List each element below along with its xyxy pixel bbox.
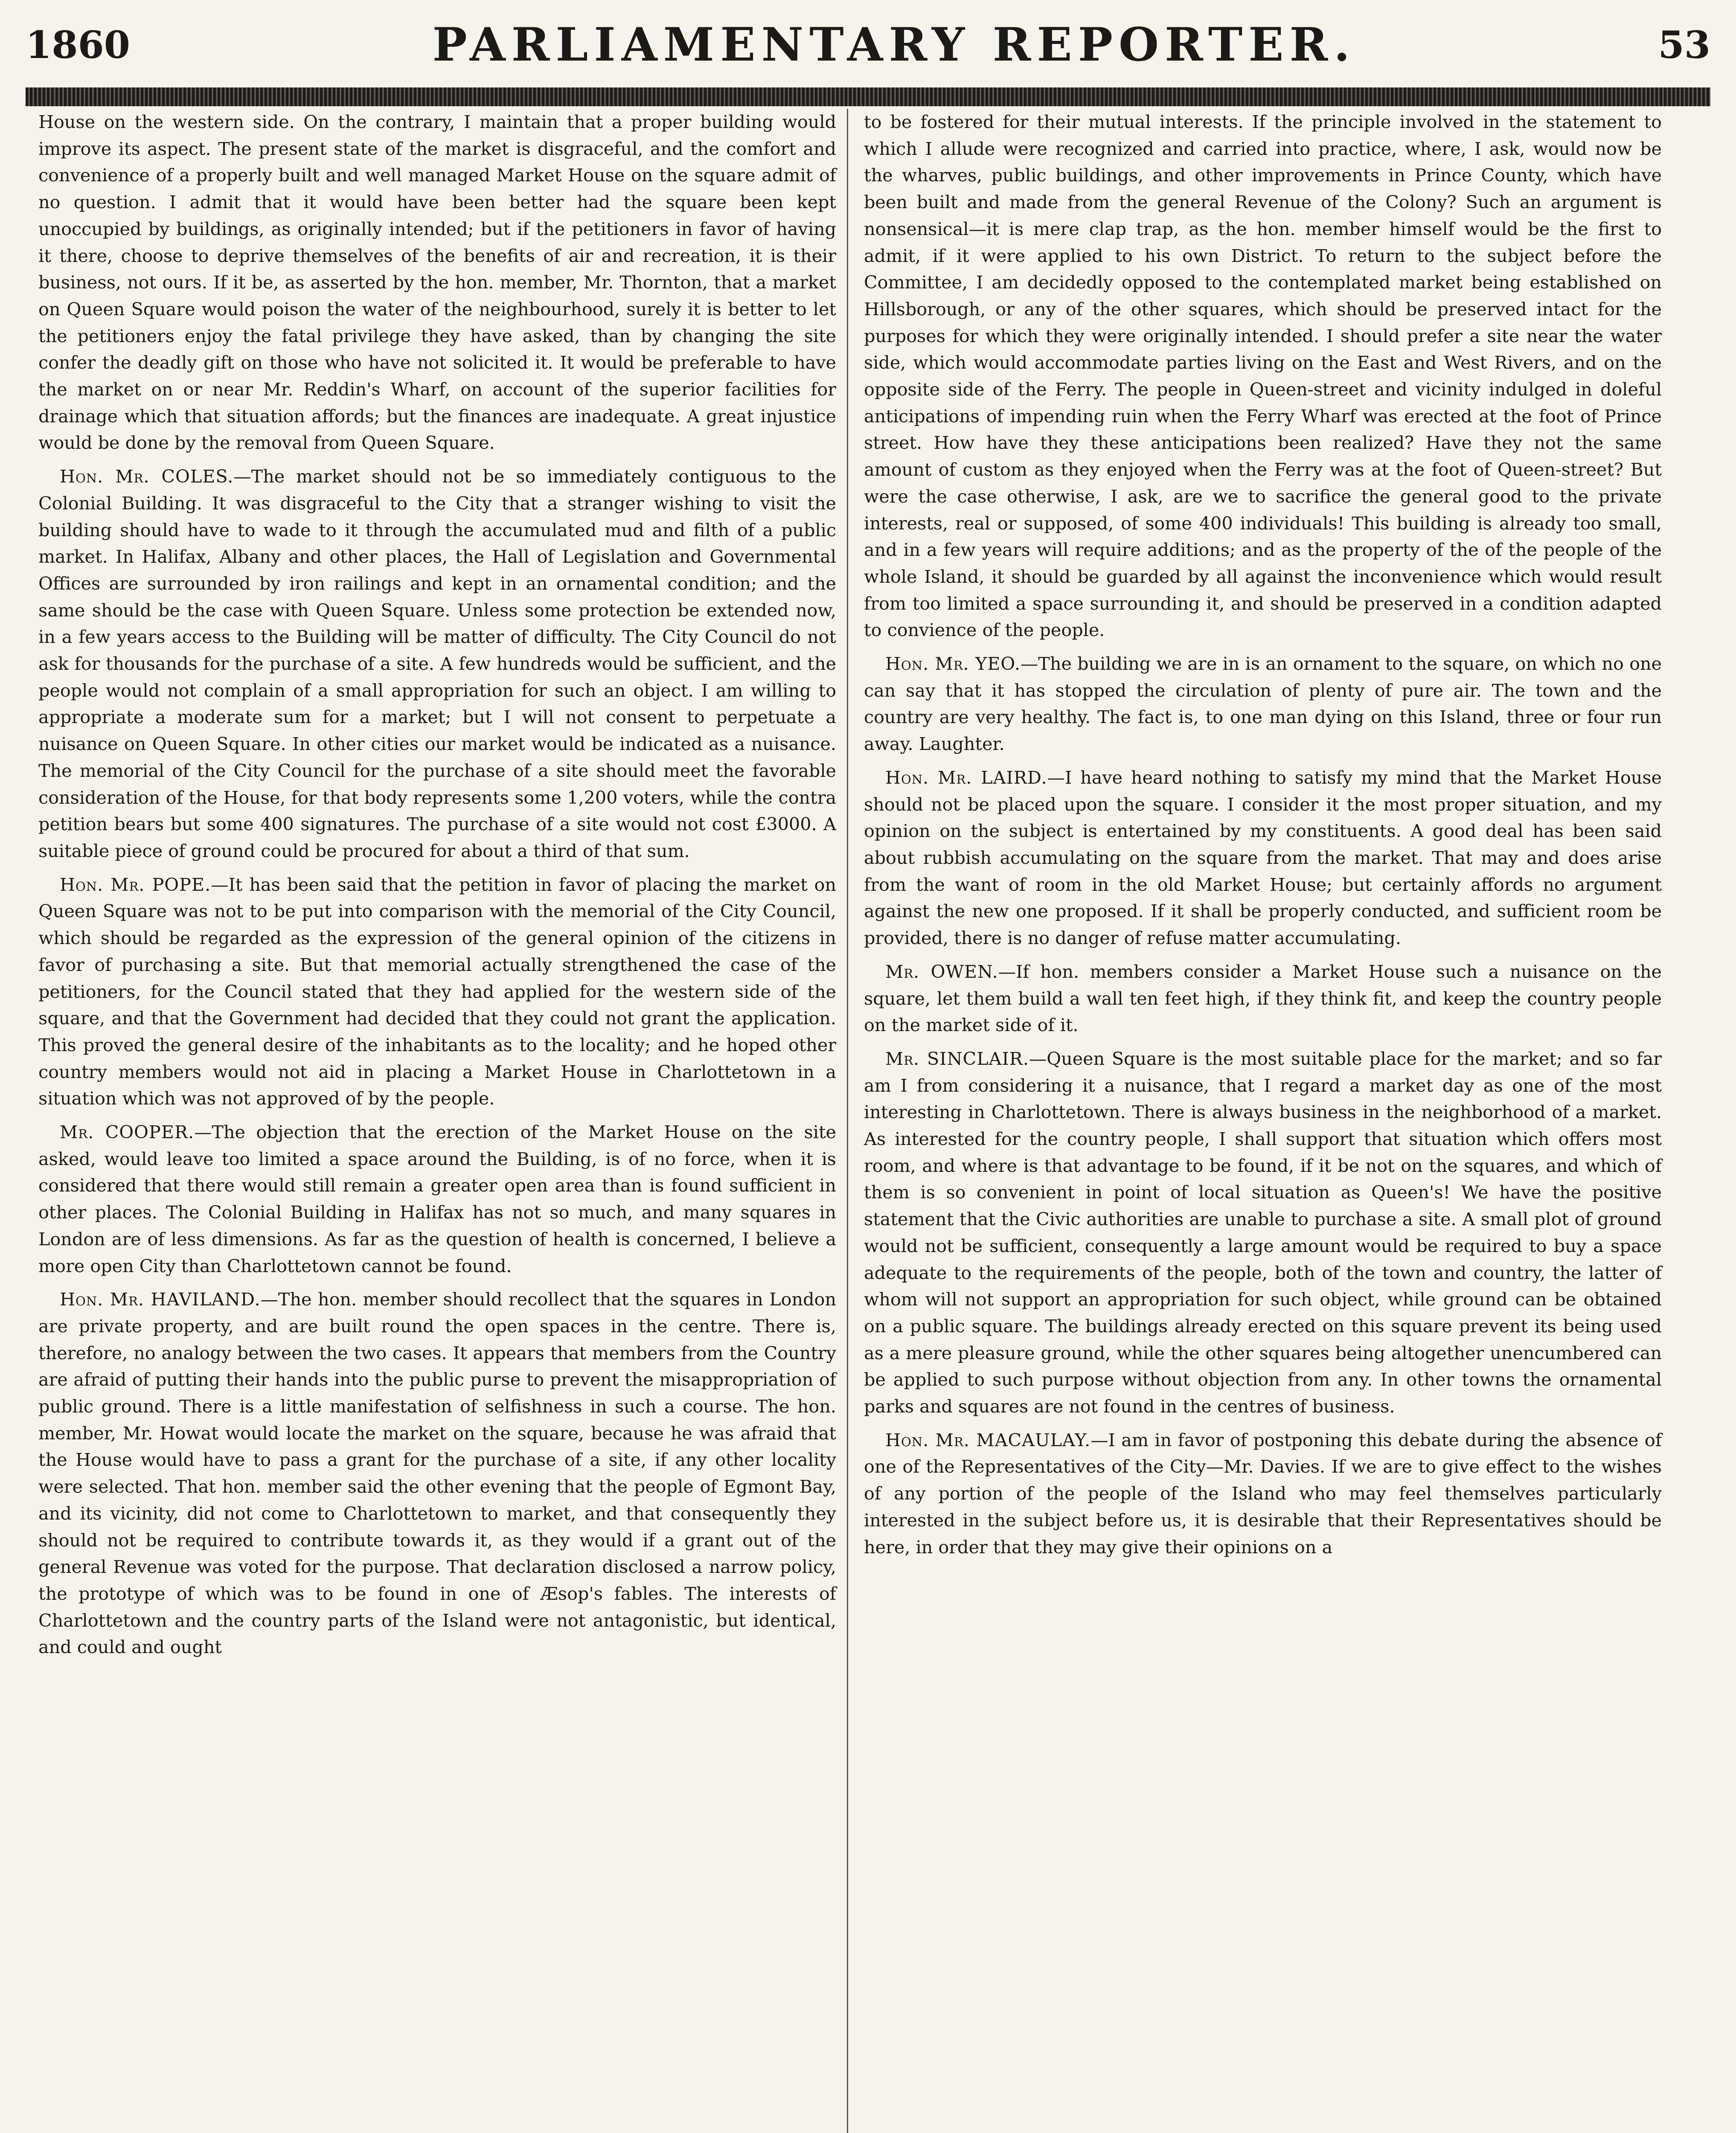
paragraph	[864, 109, 1662, 644]
speaker-name: Hon. Mr. COLES.	[60, 466, 234, 487]
speaker-name: Mr. COOPER.	[60, 1122, 195, 1143]
paragraph-text: —I am in favor of postponing this debate during the absence of one of the Representatives of the City—Mr. Davies. If we are to give effect to the wishes of any portion of the people of the Island who may feel themselves particularly interested in the subject before us, it is desirable that their Representatives should be here, in order that they may give their opinions on a	[864, 1430, 1662, 1558]
header-title: PARLIAMENTARY REPORTER.	[432, 18, 1356, 72]
paragraph	[864, 651, 1662, 758]
paragraph	[864, 1427, 1662, 1561]
paragraph	[864, 1046, 1662, 1420]
speaker-name: Hon. Mr. HAVILAND.	[60, 1289, 261, 1310]
column-divider	[847, 109, 848, 2133]
speaker-name: Hon. Mr. POPE.	[60, 874, 211, 895]
right-column	[864, 109, 1662, 1567]
header-year: 1860	[26, 23, 130, 67]
speaker-name: Hon. Mr. MACAULAY.	[885, 1430, 1091, 1450]
paragraph-text: House on the western side. On the contrary, I maintain that a proper building would improve its aspect. The present state of the market is disgraceful, and the comfort and convenience of a properly built and well managed Market House on the square admit of no question. I admit that it would have been better had the square been kept unoccupied by buildings, as originally intended; but if the petitioners in favor of having it there, choose to deprive themselves of the benefits of air and recreation, it is their business, not ours. If it be, as asserted by the hon. member, Mr. Thornton, that a market on Queen Square would poison the water of the neighbourhood, surely it is better to let the petitioners enjoy the fatal privilege they have asked, than by changing the site confer the deadly gift on those who have not solicited it. It would be preferable to have the market on or near Mr. Reddin's Wharf, on account of the superior facilities for drainage which that situation affords; but the finances are inadequate. A great injustice would be done by the removal from Queen Square.	[38, 112, 836, 453]
paragraph	[38, 1119, 836, 1279]
page-header	[26, 13, 1710, 77]
header-rule	[26, 87, 1710, 106]
paragraph	[38, 109, 836, 456]
paragraph	[864, 959, 1662, 1039]
speaker-name: Mr. SINCLAIR.	[885, 1048, 1029, 1069]
speaker-name: Mr. OWEN.	[885, 961, 998, 982]
left-column	[38, 109, 836, 1668]
header-page-number: 53	[1658, 23, 1710, 67]
paragraph	[38, 872, 836, 1112]
paragraph-text: —The building we are in is an ornament to the square, on which no one can say that it has stopped the circulation of plenty of pure air. The town and the country are very healthy. The fact is, to one man dying on this Island, three or four run away. Laughter.	[864, 654, 1662, 755]
speaker-name: Hon. Mr. YEO.	[885, 654, 1021, 674]
paragraph-text: —It has been said that the petition in favor of placing the market on Queen Square was not to be put into comparison with the memorial of the City Council, which should be regarded as the expression of the general opinion of the citizens in favor of purchasing a site. But that memorial actually strengthened the case of the petitioners, for the Council stated that they had applied for the western side of the square, and that the Government had decided that they could not grant the application. This proved the general desire of the inhabitants as to the locality; and he hoped other country members would not aid in placing a Market House in Charlottetown in a situation which was not approved of by the people.	[38, 874, 836, 1109]
paragraph-text: to be fostered for their mutual interests. If the principle involved in the statement to which I allude were recognized and carried into practice, where, I ask, would now be the wharves, public buildings, and other improvements in Prince County, which have been built and made from the general Revenue of the Colony? Such an argument is nonsensical—it is mere clap trap, as the hon. member himself would be the first to admit, if it were applied to his own District. To return to the subject before the Committee, I am decidedly opposed to the contemplated market being established on Hillsborough, or any of the other squares, which should be preserved intact for the purposes for which they were originally intended. I should prefer a site near the water side, which would accommodate parties living on the East and West Rivers, and on the opposite side of the Ferry. The people in Queen-street and vicinity indulged in doleful anticipations of impending ruin when the Ferry Wharf was erected at the foot of Prince street. How have they these anticipations been realized? Have they not the same amount of custom as they enjoyed when the Ferry was at the foot of Queen-street? But were the case otherwise, I ask, are we to sacrifice the general good to the private interests, real or supposed, of some 400 individuals! This building is already too small, and in a few years will require additions; and as the property of the of the people of the whole Island, it should be guarded by all against the inconvenience which would result from too limited a space surrounding it, and should be preserved in a condition adapted to convience of the people.	[864, 112, 1662, 641]
paragraph	[38, 1286, 836, 1661]
paragraph-text: —The objection that the erection of the Market House on the site asked, would leave too limited a space around the Building, is of no force, when it is considered that there would still remain a greater open area than is found sufficient in other places. The Colonial Building in Halifax has not so much, and many squares in London are of less dimensions. As far as the question of health is concerned, I believe a more open City than Charlottetown cannot be found.	[38, 1122, 836, 1276]
speaker-name: Hon. Mr. LAIRD.	[885, 767, 1047, 788]
paragraph-text: —The hon. member should recollect that the squares in London are private property, and are built round the open spaces in the centre. There is, therefore, no analogy between the two cases. It appears that members from the Country are afraid of putting their hands into the public purse to prevent the misappropriation of public ground. There is a little manifestation of selfishness in such a course. The hon. member, Mr. Howat would locate the market on the square, because he was afraid that the House would have to pass a grant for the purchase of a site, if any other locality were selected. That hon. member said the other evening that the people of Egmont Bay, and its vicinity, did not come to Charlottetown to market, and that consequently they should not be required to contribute towards it, as they would if a grant out of the general Revenue was voted for the purpose. That declaration disclosed a narrow policy, the prototype of which was to be found in one of Æsop's fables. The interests of Charlottetown and the country parts of the Island were not antagonistic, but identical, and could and ought	[38, 1289, 837, 1658]
paragraph	[864, 764, 1662, 952]
paragraph-text: —I have heard nothing to satisfy my mind that the Market House should not be placed upon the square. I consider it the most proper situation, and my opinion on the subject is entertained by my constituents. A good deal has been said about rubbish accumulating on the square from the market. That may and does arise from the want of room in the old Market House; but certainly affords no argument against the new one proposed. If it shall be properly conducted, and sufficient room be provided, there is no danger of refuse matter accumulating.	[864, 767, 1662, 949]
paragraph-text: —The market should not be so immediately contiguous to the Colonial Building. It was disgraceful to the City that a stranger wishing to visit the building should have to wade to it through the accumulated mud and filth of a public market. In Halifax, Albany and other places, the Hall of Legislation and Governmental Offices are surrounded by iron railings and kept in an ornamental condition; and the same should be the case with Queen Square. Unless some protection be extended now, in a few years access to the Building will be matter of difficulty. The City Council do not ask for thousands for the purchase of a site. A few hundreds would be sufficient, and the people would not complain of a small appropriation for such an object. I am willing to appropriate a moderate sum for a market; but I will not consent to perpetuate a nuisance on Queen Square. In other cities our market would be indicated as a nuisance. The memorial of the City Council for the purchase of a site should meet the favorable consideration of the House, for that body represents some 1,200 voters, while the contra petition bears but some 400 signatures. The purchase of a site would not cost £3000. A suitable piece of ground could be procured for about a third of that sum.	[38, 466, 836, 861]
paragraph-text: —If hon. members consider a Market House such a nuisance on the square, let them build a wall ten feet high, if they think fit, and keep the country people on the market side of it.	[864, 961, 1662, 1036]
paragraph	[38, 463, 836, 865]
paragraph-text: —Queen Square is the most suitable place for the market; and so far am I from considering it a nuisance, that I regard a market day as one of the most interesting in Charlottetown. There is always business in the neighborhood of a market. As interested for the country people, I shall support that situation which offers most room, and where is that advantage to be found, if it be not on the squares, and which of them is so convenient in point of local situation as Queen's! We have the positive statement that the Civic authorities are unable to purchase a site. A small plot of ground would not be sufficient, consequently a large amount would be required to buy a space adequate to the requirements of the people, both of the town and country, the latter of whom will not support an appropriation for such object, while ground can be obtained on a public square. The buildings already erected on this square prevent its being used as a mere pleasure ground, while the other squares being altogether unencumbered can be applied to such purpose without objection from any. In other towns the ornamental parks and squares are not found in the centres of business.	[864, 1048, 1662, 1417]
